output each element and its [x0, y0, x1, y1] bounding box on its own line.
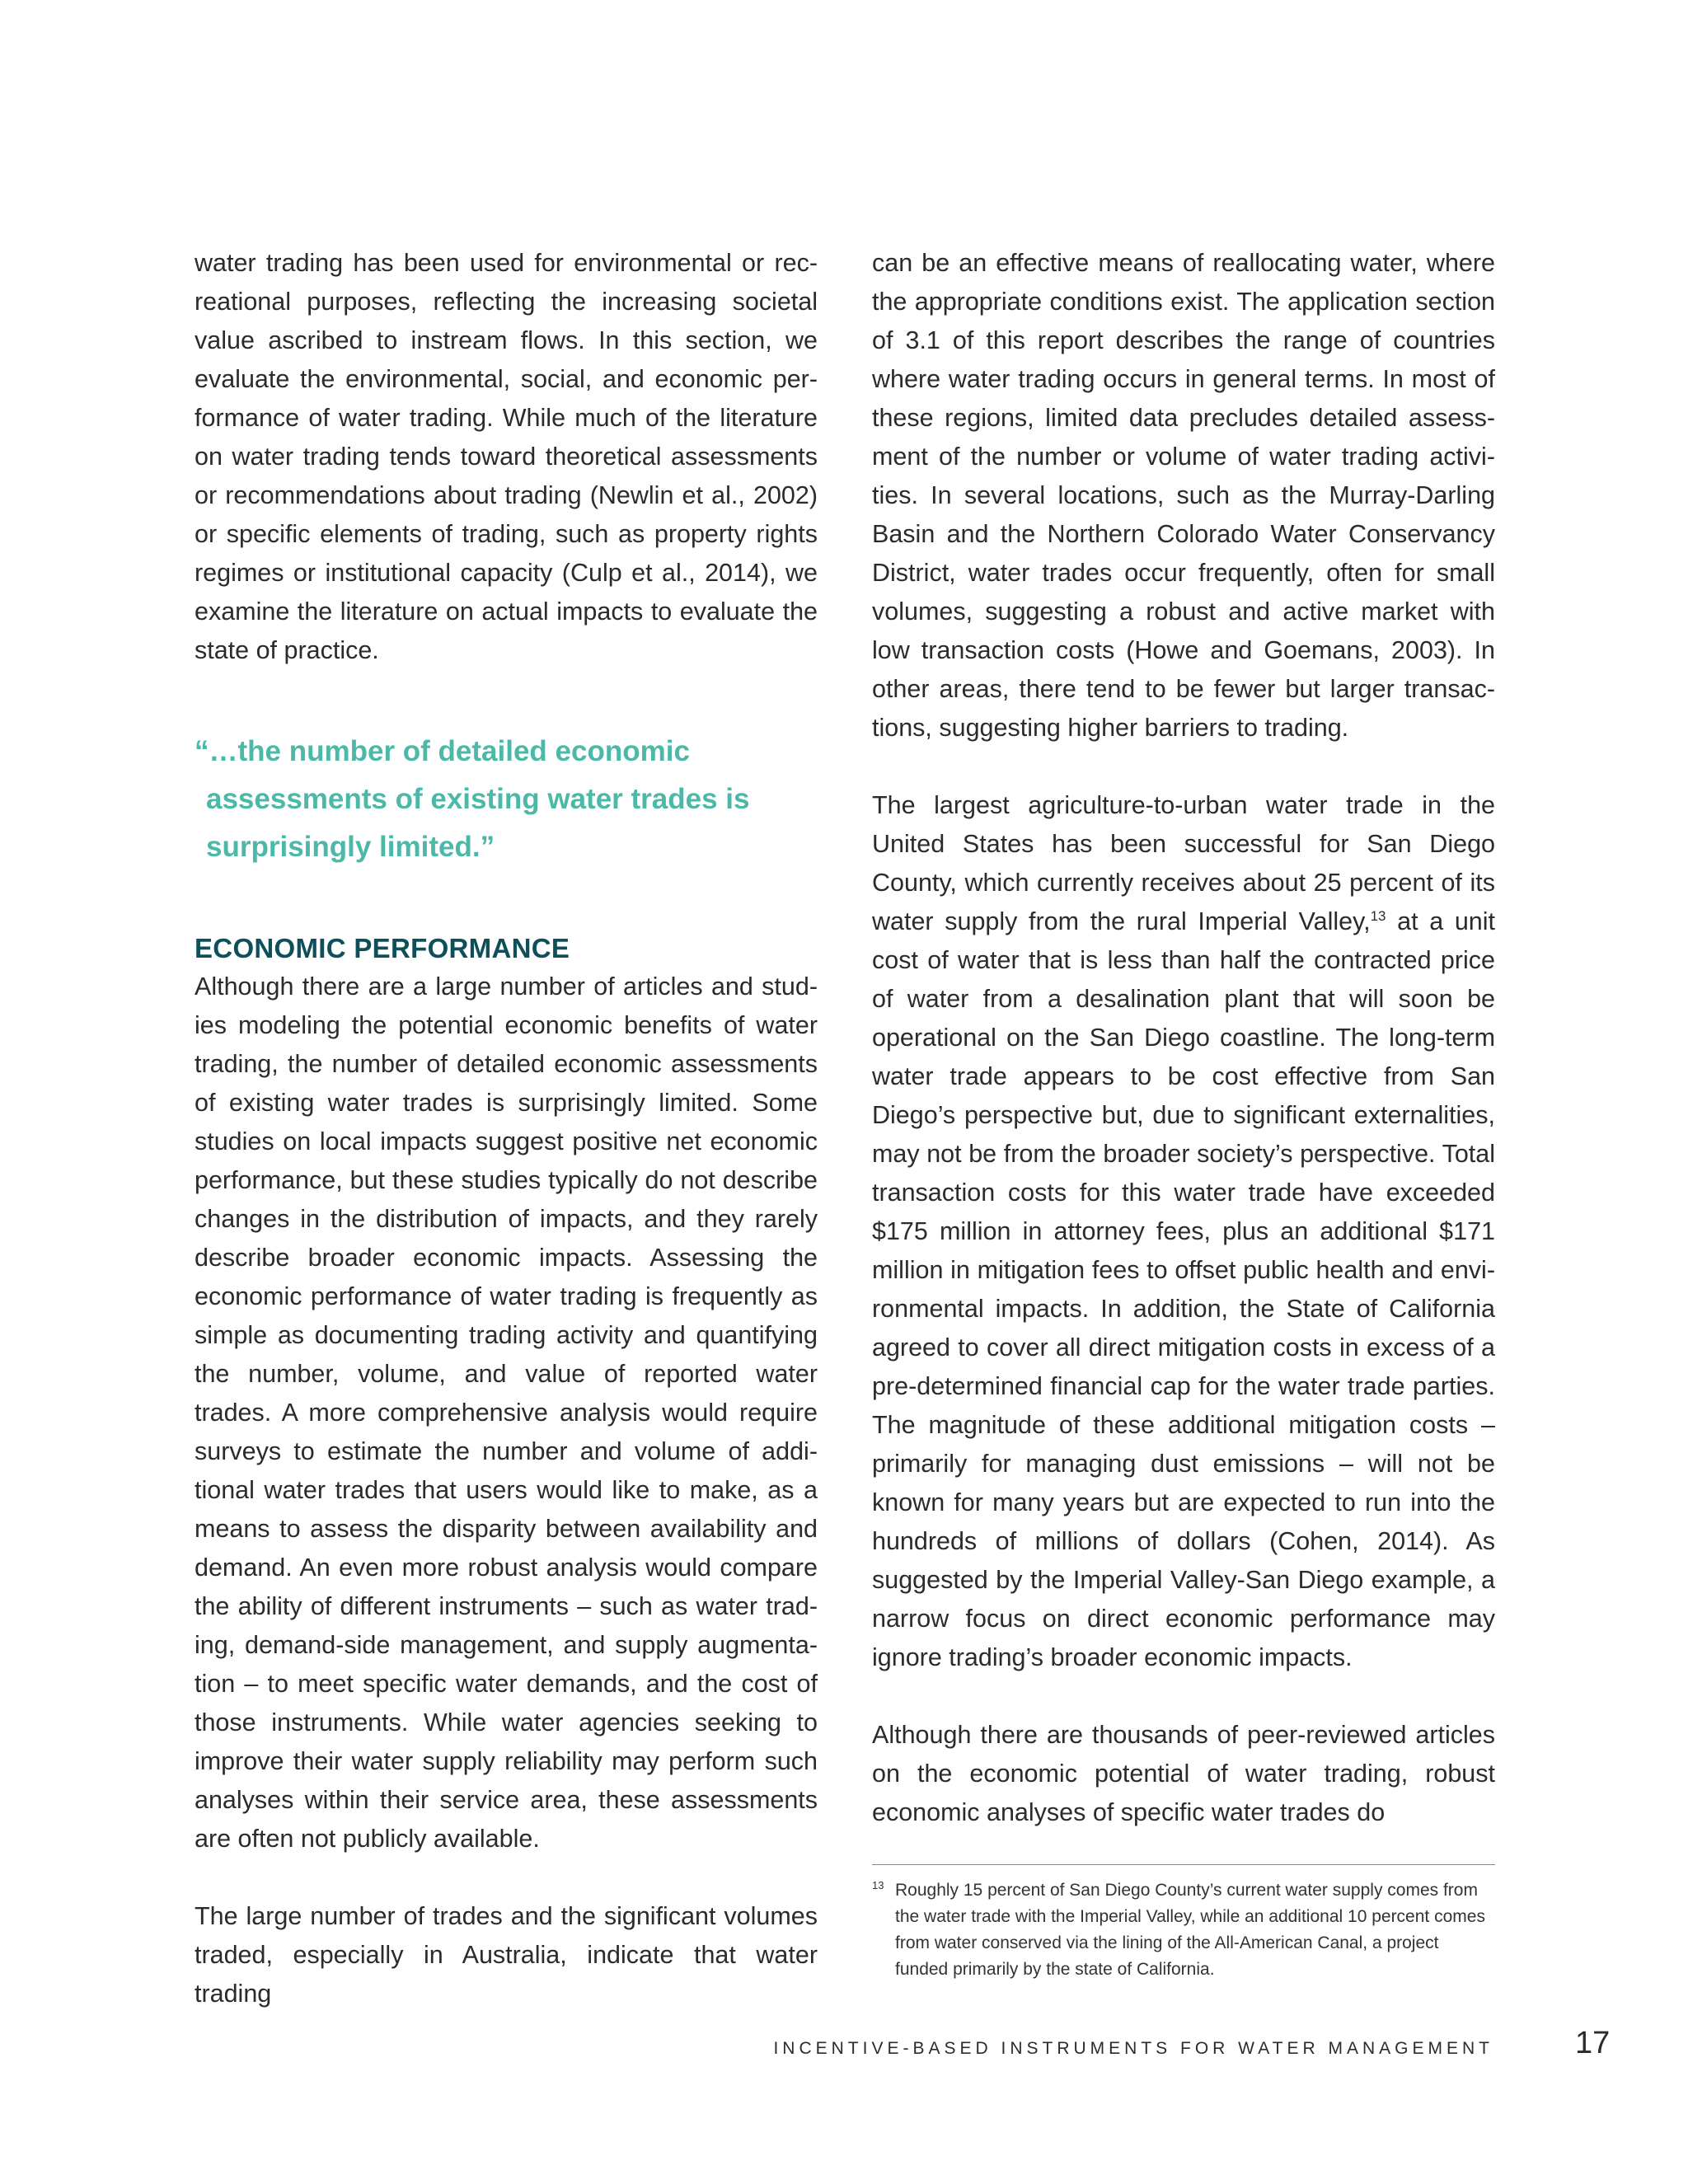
- footnote-divider: [872, 1864, 1495, 1865]
- right-column: [872, 244, 1495, 1832]
- pull-quote-line: “…the number of detailed economic: [195, 735, 690, 767]
- san-diego-text-part2: at a unit cost of water that is less than half the contracted price of water from a desalination plant that will soon be operational on the San Diego coastline. The long-term water trade appears to be cost effective from San Diego’s perspective but, due to significant externalities, may not be from the broader society’s perspective. Total transaction costs for this water trade have exceeded $175 million in attorney fees, plus an additional $171 million in mitigation fees to offset public health and environmental impacts. In addition, the State of California agreed to cover all direct mitigation costs in excess of a pre-determined financial cap for the water trade parties. The magnitude of these additional mitigation costs – primarily for managing dust emissions – will not be known for many years but are expected to run into the hundreds of millions of dollars (Cohen, 2014). As suggested by the Imperial Valley-San Diego example, a narrow focus on direct economic performance may ignore trading’s broader economic impacts.: [872, 907, 1496, 1671]
- running-footer-title: INCENTIVE-BASED INSTRUMENTS FOR WATER MANAGEMENT: [773, 2039, 1493, 2058]
- page-number: 17: [1575, 2026, 1611, 2060]
- economic-performance-paragraph: Although there are a large number of articles and studies modeling the potential economic benefits of water trading, the number of detailed economic assessments of existing water trades is surprisingly limited. Some studies on local impacts suggest positive net economic performance, but these studies typically do not describe changes in the distribution of impacts, and they rarely describe broader economic impacts. Assessing the economic performance of water trading is frequently as simple as documenting trading activity and quantifying the number, volume, and value of reported water trades. A more comprehensive analysis would require surveys to estimate the number and volume of additional water trades that users would like to make, as a means to assess the disparity between availability and demand. An even more robust analysis would compare the ability of different instruments – such as water trading, demand-side management, and supply augmentation – to meet specific water demands, and the cost of those instruments. While water agencies seeking to improve their water supply reliability may perform such analyses within their service area, these assessments are often not publicly available.: [195, 972, 818, 1853]
- trades-paragraph: The large number of trades and the significant volumes traded, especially in Australia, indicate that water trading: [195, 1902, 818, 2008]
- left-column: [195, 244, 818, 2013]
- footnote: [872, 1877, 1495, 1983]
- pull-quote-line: surprisingly limited.”: [206, 831, 495, 863]
- footnote-reference[interactable]: 13: [1370, 907, 1386, 924]
- continued-paragraph: can be an effective means of reallocating water, where the appropriate conditions exist. The application section of 3.1 of this report describes the range of countries where water trading occurs in general terms. In most of these regions, limited data precludes detailed assessment of the number or volume of water trading activities. In several locations, such as the Murray-Darling Basin and the Northern Colorado Water Conservancy District, water trades occur frequently, often for small volumes, suggesting a robust and active market with low transaction costs (Howe and Goemans, 2003). In other areas, there tend to be fewer but larger transactions, suggesting higher barriers to trading.: [872, 249, 1495, 742]
- intro-paragraph: water trading has been used for environmental or recreational purposes, reflecting the increasing societal value ascribed to instream flows. In this section, we evaluate the environmental, social, and economic performance of water trading. While much of the literature on water trading tends toward theoretical assessments or recommendations about trading (Newlin et al., 2002) or specific elements of trading, such as property rights regimes or institutional capacity (Culp et al., 2014), we examine the literature on actual impacts to evaluate the state of practice.: [195, 249, 818, 664]
- peer-review-paragraph: Although there are thousands of peer-reviewed articles on the economic potential of water trading, robust economic analyses of specific water trades do: [872, 1721, 1495, 1826]
- san-diego-text-part1: The largest agriculture-to-urban water trade in the United States has been successful for San Diego County, which currently receives about 25 percent of its water supply from the rural Imperial Valley,: [872, 791, 1495, 935]
- pull-quote-line: assessments of existing water trades is: [206, 783, 750, 815]
- pull-quote: [195, 728, 818, 871]
- footnote-number: 13: [872, 1879, 884, 1891]
- section-heading: ECONOMIC PERFORMANCE: [195, 933, 570, 963]
- san-diego-paragraph: [872, 786, 1495, 1677]
- footnote-text: Roughly 15 percent of San Diego County’s current water supply comes from the water trade with the Imperial Valley, while an additional 10 percent comes from water conserved via the lining of the All-American Canal, a project funded primarily by the state of California.: [895, 1881, 1485, 1979]
